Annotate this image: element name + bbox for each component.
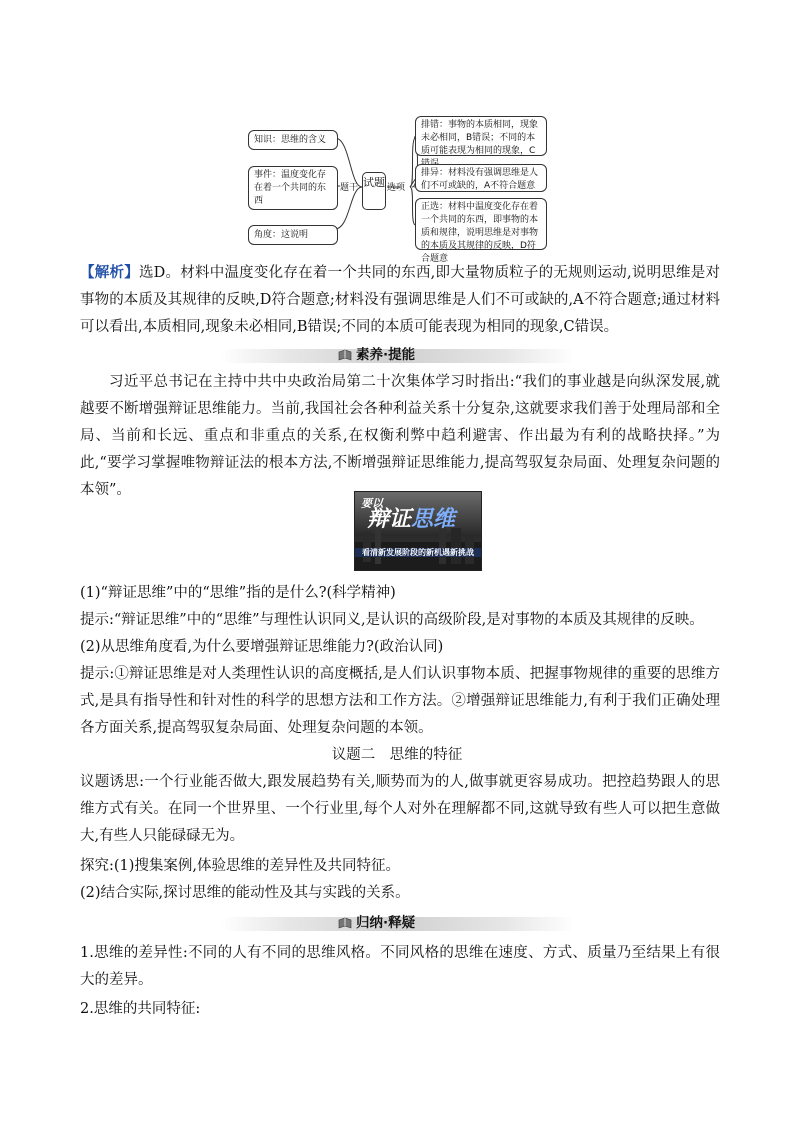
question-2: (2)从思维角度看,为什么要增强辩证思维能力?(政治认同) — [80, 639, 444, 655]
mindmap-label-tigan: 题干 — [340, 183, 359, 193]
image-text-bianzheng: 辩证 — [367, 507, 412, 532]
hint-2: 提示:①辩证思维是对人类理性认识的高度概括,是人们认识事物本质、把握事物规律的重要的思维方式,是具有指导性和针对性的科学的思想方法和工作方法。②增强辩证思维能力,有利于我们正确处理各方面关系,提高驾驭复杂局面、处理复杂问题的本领。 — [80, 666, 720, 736]
hint-1: 提示:“辩证思维”中的“思维”与理性认识同义,是认识的高级阶段,是对事物的本质及其规律的反映。 — [80, 612, 704, 628]
book-icon — [338, 916, 352, 930]
explore-2: (2)结合实际,探讨思维的能动性及其与实践的关系。 — [80, 885, 410, 901]
mindmap-label-xuanxiang: 选项 — [387, 183, 406, 193]
analysis-text: 选D。材料中温度变化存在着一个共同的东西,即大量物质粒子的无规则运动,说明思维是对事物的本质及其规律的反映,D符合题意;材料没有强调思维是人们不可或缺的,A不符合题意;通过材料可以看出,本质相同,现象未必相同,B错误;不同的本质可能表现为相同的现象,C错误。 — [80, 265, 721, 335]
section-banner-literacy — [220, 345, 575, 365]
analysis-paragraph — [80, 259, 720, 341]
mindmap-center-node: 试题 — [362, 172, 386, 210]
topic2-intro: 议题诱思:一个行业能否做大,跟发展趋势有关,顺势而为的人,做事就更容易成功。把控趋势跟人的思维方式有关。在同一个世界里、一个行业里,每个人对外在理解都不同,这就导致有些人可以把生意做大,有些人只能碌碌无为。 — [80, 774, 720, 844]
image-text-siwei: 思维 — [411, 507, 456, 532]
dialectical-thinking-image — [354, 491, 482, 571]
point-1: 1.思维的差异性:不同的人有不同的思维风格。不同风格的思维在速度、方式、质量乃至结果上有很大的差异。 — [80, 945, 720, 988]
mindmap-exclude-diff-box: 排异：材料没有强调思维是人们不可或缺的，A不符合题意 — [415, 164, 547, 192]
mindmap-knowledge-box: 知识：思维的含义 — [248, 130, 338, 150]
section-title-literacy: 素养·提能 — [356, 347, 416, 363]
book-icon — [338, 348, 352, 362]
image-caption: 看清新发展阶段的新机遇新挑战 — [362, 548, 474, 557]
section-banner-summary — [220, 913, 575, 933]
image-text-yaoyi: 要以 — [361, 497, 383, 510]
mindmap-correct-choice-box: 正选：材料中温度变化存在着一个共同的东西，即事物的本质和规律，说明思维是对事物的本质及其规律的反映，D符合题意 — [415, 198, 547, 250]
intro-paragraph: 习近平总书记在主持中共中央政治局第二十次集体学习时指出:“我们的事业越是向纵深发展,就越要不断增强辩证思维能力。当前,我国社会各种利益关系十分复杂,这就要求我们善于处理局部和全局、当前和长远、重点和非重点的关系,在权衡利弊中趋利避害、作出最为有利的战略抉择。”为此,“要学习掌握唯物辩证法的根本方法,不断增强辩证思维能力,提高驾驭复杂局面、处理复杂问题的本领”。 — [80, 374, 720, 498]
section-title-summary: 归纳·释疑 — [356, 915, 416, 931]
point-2: 2.思维的共同特征: — [80, 1001, 201, 1017]
mindmap-event-box: 事件：温度变化存在着一个共同的东西 — [248, 166, 338, 210]
image-headline — [367, 507, 455, 533]
question-1: (1)“辩证思维”中的“思维”指的是什么?(科学精神) — [80, 585, 396, 601]
explore-1: 探究:(1)搜集案例,体验思维的差异性及共同特征。 — [80, 858, 401, 874]
analysis-label: 【解析】 — [80, 264, 139, 281]
mindmap-exclude-error-box: 排错：事物的本质相同，现象未必相同，B错误；不同的本质可能表现为相同的现象，C — [415, 116, 547, 156]
topic2-heading: 议题二 思维的特征 — [331, 747, 463, 763]
mindmap-angle-box: 角度：这说明 — [248, 225, 338, 245]
